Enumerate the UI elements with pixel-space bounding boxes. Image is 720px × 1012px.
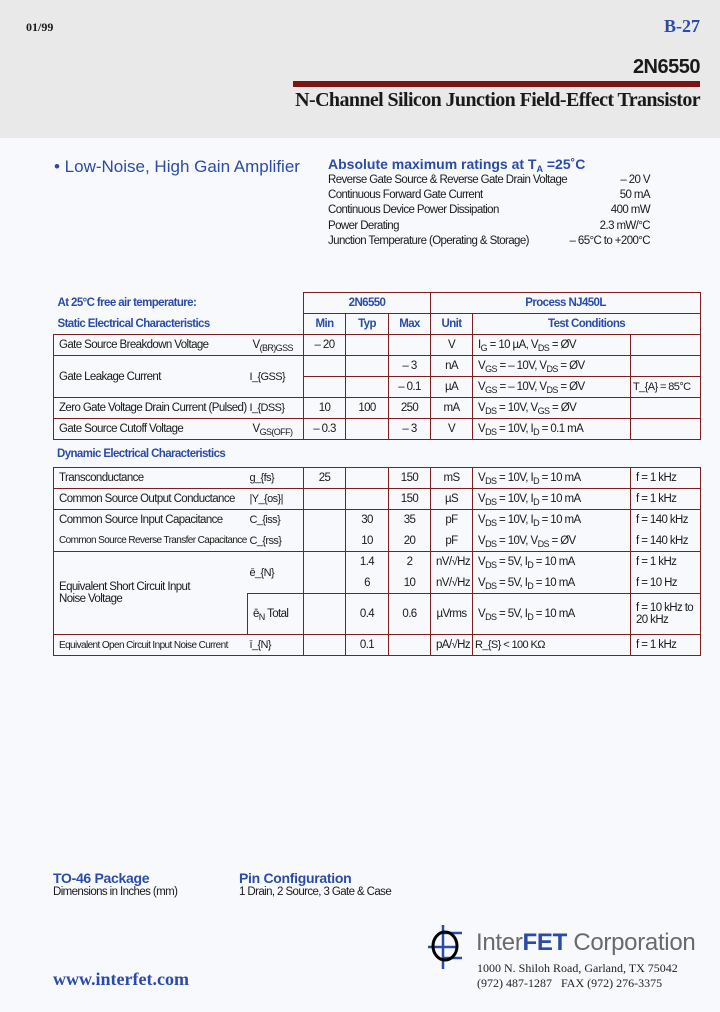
- address: 1000 N. Shiloh Road, Garland, TX 75042: [477, 961, 678, 975]
- col-unit: Unit: [431, 314, 473, 335]
- cell-extra: [631, 398, 701, 419]
- cell-sym: I_{DSS}: [248, 398, 304, 419]
- cell-cond: $V_{DS} = 5V$, $I_D = 10$ mA: [473, 573, 631, 594]
- cell-cond: $V_{DS} = 5V$, $I_D = 10$ mA: [473, 552, 631, 573]
- table-row: [54, 489, 701, 510]
- cell-unit: µS: [431, 489, 473, 510]
- cell-min: [304, 510, 346, 531]
- cell-sym: ī_{N}: [248, 635, 304, 656]
- cell-sym: g_{fs}: [248, 468, 304, 489]
- cell-max: – 3: [389, 419, 431, 440]
- cell-min: 25: [304, 468, 346, 489]
- cell-sym: C_{iss}: [248, 510, 304, 531]
- cell-sym: C_{rss}: [248, 531, 304, 552]
- cell-unit: mA: [431, 398, 473, 419]
- fax: FAX (972) 276-3375: [561, 976, 663, 990]
- table-row: [54, 398, 701, 419]
- cell-typ: 1.4: [346, 552, 389, 573]
- col-min: Min: [304, 314, 346, 335]
- cell-unit: µVrms: [431, 594, 473, 635]
- table-row: [54, 552, 701, 573]
- table-header-row: [54, 314, 701, 335]
- cell-unit: V: [431, 419, 473, 440]
- table-header-row: [54, 293, 701, 314]
- cell-cond: $V_{DS} = 10V$, $V_{GS}$ = ØV: [473, 398, 631, 419]
- cell-min: [304, 573, 346, 594]
- cell-typ: [346, 377, 389, 398]
- cell-extra: [631, 356, 701, 377]
- cell-extra: [631, 335, 701, 356]
- cell-min: [304, 594, 346, 635]
- table-row: [54, 468, 701, 489]
- cell-sym: $V_{(BR)GSS}$: [248, 335, 304, 356]
- cell-typ: 100: [346, 398, 389, 419]
- cell-max: 35: [389, 510, 431, 531]
- cell-cond: $V_{DS} = 5V$, $I_D = 10$ mA: [473, 594, 631, 635]
- cell-sym: ē_{N}: [248, 552, 304, 594]
- company-name-c: Corporation: [566, 929, 696, 956]
- dynamic-table: [53, 467, 701, 656]
- rating-value: – 20 V: [620, 174, 650, 186]
- cell-min: – 20: [304, 335, 346, 356]
- pin-desc: 1 Drain, 2 Source, 3 Gate & Case: [239, 886, 392, 898]
- cell-typ: 10: [346, 531, 389, 552]
- cell-max: – 0.1: [389, 377, 431, 398]
- cell-max: 150: [389, 468, 431, 489]
- cell-typ: 0.1: [346, 635, 389, 656]
- rating-value: 2.3 mW/°C: [599, 219, 650, 232]
- cell-typ: 6: [346, 573, 389, 594]
- cell-param: Equivalent Open Circuit Input Noise Current: [54, 635, 248, 656]
- rating-row: [328, 188, 650, 203]
- cell-cond: $V_{DS} = 10V$, $I_D = 10$ mA: [473, 489, 631, 510]
- cell-extra: f = 1 kHz: [631, 489, 701, 510]
- static-table: [53, 292, 701, 440]
- cell-max: 20: [389, 531, 431, 552]
- cell-min: [304, 377, 346, 398]
- cell-typ: [346, 419, 389, 440]
- cell-extra: T_{A} = 85°C: [631, 377, 701, 398]
- col-max: Max: [389, 314, 431, 335]
- static-section-title: Static Electrical Characteristics: [57, 317, 210, 330]
- cell-min: [304, 552, 346, 573]
- company-address: [477, 961, 678, 991]
- cell-extra: f = 140 kHz: [631, 531, 701, 552]
- cell-typ: [346, 468, 389, 489]
- cell-cond: $I_G = 10$ µA, $V_{DS}$ = ØV: [473, 335, 631, 356]
- cell-typ: [346, 335, 389, 356]
- table-row: [54, 419, 701, 440]
- date: 01/99: [26, 20, 54, 34]
- rating-value: 400 mW: [610, 204, 650, 217]
- part-header: 2N6550: [304, 293, 431, 314]
- dynamic-section-title: Dynamic Electrical Characteristics: [57, 448, 226, 460]
- cell-max: 2: [389, 552, 431, 573]
- cell-unit: nV/√Hz: [431, 552, 473, 573]
- cell-extra: f = 140 kHz: [631, 510, 701, 531]
- cell-max: [389, 335, 431, 356]
- cell-unit: pA/√Hz: [431, 635, 473, 656]
- abs-max-title: Absolute maximum ratings at $T_A$ =25˚C: [328, 156, 586, 174]
- cell-typ: 30: [346, 510, 389, 531]
- cell-min: [304, 531, 346, 552]
- cell-max: 0.6: [389, 594, 431, 635]
- rating-row: [328, 203, 650, 218]
- company-name-b: FET: [522, 929, 567, 956]
- cell-typ: [346, 356, 389, 377]
- rating-label: Reverse Gate Source & Reverse Gate Drain Voltage: [328, 174, 568, 186]
- col-typ: Typ: [346, 314, 389, 335]
- cell-sym: $ē_N$ Total: [248, 594, 304, 635]
- table-row: [54, 510, 701, 531]
- cell-max: 250: [389, 398, 431, 419]
- cell-min: [304, 489, 346, 510]
- rating-value: 50 mA: [619, 189, 650, 202]
- cell-extra: f = 1 kHz: [631, 552, 701, 573]
- col-conditions: Test Conditions: [473, 314, 701, 335]
- cell-min: 10: [304, 398, 346, 419]
- cell-extra: [631, 419, 701, 440]
- table-row: [54, 335, 701, 356]
- table-row: [54, 356, 701, 377]
- cell-sym: I_{GSS}: [248, 356, 304, 398]
- company-name-a: Inter: [476, 929, 523, 956]
- package-info: [53, 870, 177, 898]
- cell-param: Gate Leakage Current: [54, 356, 248, 398]
- cell-cond: $V_{GS}$ = – 10V, $V_{DS}$ = ØV: [473, 377, 631, 398]
- cell-typ: [346, 489, 389, 510]
- cell-param: Zero Gate Voltage Drain Current (Pulsed): [54, 398, 248, 419]
- process-header: Process NJ450L: [431, 293, 701, 314]
- rating-label: Continuous Device Power Dissipation: [328, 204, 499, 217]
- cell-max: – 3: [389, 356, 431, 377]
- cell-cond: $V_{DS} = 10V$, $V_{DS}$ = ØV: [473, 531, 631, 552]
- rating-row: [328, 219, 650, 234]
- cell-unit: pF: [431, 510, 473, 531]
- absolute-max-ratings: [328, 156, 650, 249]
- cell-cond: $V_{DS} = 10V$, $I_D = 0.1$ mA: [473, 419, 631, 440]
- page-title: N-Channel Silicon Junction Field-Effect Transistor: [295, 89, 700, 111]
- cell-param: Transconductance: [54, 468, 248, 489]
- cell-max: [389, 635, 431, 656]
- cell-unit: mS: [431, 468, 473, 489]
- pin-info: [239, 870, 391, 898]
- cell-cond: R_{S} < 100 KΩ: [473, 635, 631, 656]
- cell-min: [304, 356, 346, 377]
- page-number: B-27: [664, 16, 700, 36]
- cell-cond: $V_{GS}$ = – 10V, $V_{DS}$ = ØV: [473, 356, 631, 377]
- interfet-logo-icon: [428, 925, 474, 969]
- cell-extra: f = 10 kHz to 20 kHz: [631, 594, 701, 635]
- cell-param: Gate Source Breakdown Voltage: [54, 335, 248, 356]
- cell-sym: $V_{GS(OFF)}$: [248, 419, 304, 440]
- condition-note: At 25°C free air temperature:: [57, 297, 197, 309]
- phone: (972) 487-1287: [477, 976, 552, 990]
- rating-row: [328, 173, 650, 188]
- rating-label: Continuous Forward Gate Current: [328, 189, 483, 202]
- rating-label: Power Derating: [328, 219, 399, 232]
- rating-label: Junction Temperature (Operating & Storage): [328, 234, 529, 247]
- cell-extra: f = 1 kHz: [631, 468, 701, 489]
- cell-cond: $V_{DS} = 10V$, $I_D = 10$ mA: [473, 510, 631, 531]
- table-row: [54, 635, 701, 656]
- cell-param: Gate Source Cutoff Voltage: [54, 419, 248, 440]
- company-name: [476, 929, 695, 957]
- package-desc: Dimensions in Inches (mm): [53, 886, 178, 898]
- cell-extra: f = 1 kHz: [631, 635, 701, 656]
- title-divider: [293, 81, 700, 87]
- cell-extra: f = 10 Hz: [631, 573, 701, 594]
- table-row: [54, 531, 701, 552]
- cell-typ: 0.4: [346, 594, 389, 635]
- cell-max: 150: [389, 489, 431, 510]
- rating-row: [328, 234, 650, 249]
- cell-unit: µA: [431, 377, 473, 398]
- cell-param: Common Source Output Conductance: [54, 489, 248, 510]
- cell-param: Common Source Input Capacitance: [54, 510, 248, 531]
- cell-param: Common Source Reverse Transfer Capacitance: [54, 531, 248, 552]
- cell-unit: nV/√Hz: [431, 573, 473, 594]
- cell-min: – 0.3: [304, 419, 346, 440]
- rating-value: – 65°C to +200°C: [569, 234, 650, 247]
- cell-sym: |Y_{os}|: [248, 489, 304, 510]
- pin-title: Pin Configuration: [239, 870, 352, 886]
- part-number: 2N6550: [632, 56, 700, 78]
- cell-max: 10: [389, 573, 431, 594]
- website-link[interactable]: www.interfet.com: [53, 969, 189, 989]
- cell-unit: V: [431, 335, 473, 356]
- cell-unit: pF: [431, 531, 473, 552]
- cell-cond: $V_{DS} = 10V$, $I_D = 10$ mA: [473, 468, 631, 489]
- header-band: [0, 0, 720, 138]
- cell-min: [304, 635, 346, 656]
- cell-param: Equivalent Short Circuit Input Noise Voltage: [54, 552, 248, 635]
- cell-unit: nA: [431, 356, 473, 377]
- package-title: TO-46 Package: [53, 870, 150, 886]
- feature: • Low-Noise, High Gain Amplifier: [54, 157, 300, 176]
